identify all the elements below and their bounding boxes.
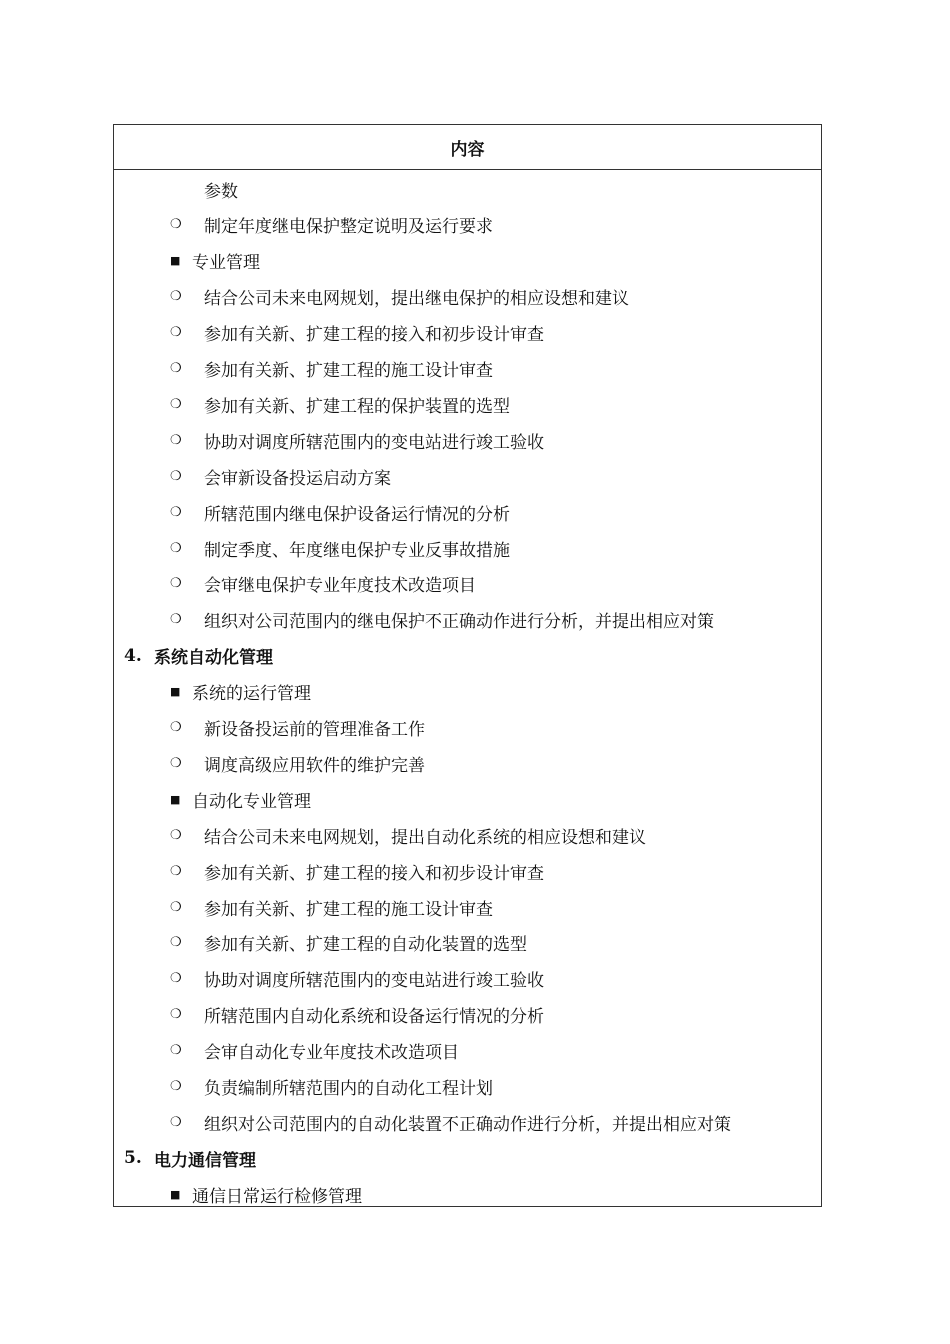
line-text: 参加有关新、扩建工程的保护装置的选型 xyxy=(204,396,510,417)
round-bullet-icon: ❍ xyxy=(170,1079,182,1094)
line-text: 会审自动化专业年度技术改造项目 xyxy=(204,1043,459,1064)
list-item xyxy=(114,961,821,997)
line-text: 协助对调度所辖范围内的变电站进行竣工验收 xyxy=(204,432,544,453)
list-item xyxy=(114,279,821,315)
line-text: 结合公司未来电网规划，提出继电保护的相应设想和建议 xyxy=(204,289,629,310)
line-text: 专业管理 xyxy=(192,253,260,274)
line-text: 电力通信管理 xyxy=(154,1150,256,1171)
line-text: 参数 xyxy=(204,181,238,202)
square-bullet-icon: ■ xyxy=(170,1187,181,1201)
list-item xyxy=(114,710,821,746)
line-text: 组织对公司范围内的自动化装置不正确动作进行分析，并提出相应对策 xyxy=(204,1114,731,1135)
table-header: 内容 xyxy=(114,125,821,170)
list-item xyxy=(114,1104,821,1140)
line-text: 结合公司未来电网规划，提出自动化系统的相应设想和建议 xyxy=(204,827,646,848)
subsection-item xyxy=(114,243,821,279)
line-text: 参加有关新、扩建工程的施工设计审查 xyxy=(204,361,493,381)
list-item xyxy=(114,602,821,638)
line-text: 参加有关新、扩建工程的接入和初步设计审查 xyxy=(204,325,544,346)
round-bullet-icon: ❍ xyxy=(170,576,182,592)
section-heading xyxy=(114,638,821,674)
section-number: 5. xyxy=(124,1148,142,1169)
line-text: 参加有关新、扩建工程的施工设计审查 xyxy=(204,899,493,920)
list-item xyxy=(114,1033,821,1069)
round-bullet-icon: ❍ xyxy=(170,755,182,771)
round-bullet-icon: ❍ xyxy=(170,504,182,520)
line-text: 通信日常运行检修管理 xyxy=(192,1186,362,1207)
list-item xyxy=(114,530,821,566)
list-item xyxy=(114,494,821,530)
list-item xyxy=(114,817,821,853)
list-item xyxy=(114,315,821,351)
square-bullet-icon: ■ xyxy=(170,792,181,806)
line-text: 制定季度、年度继电保护专业反事故措施 xyxy=(204,540,510,561)
list-item xyxy=(114,351,821,387)
line-text: 制定年度继电保护整定说明及运行要求 xyxy=(204,217,493,238)
round-bullet-icon: ❍ xyxy=(170,289,182,305)
line-text: 所辖范围内继电保护设备运行情况的分析 xyxy=(204,504,510,525)
line-text: 协助对调度所辖范围内的变电站进行竣工验收 xyxy=(204,971,544,992)
round-bullet-icon: ❍ xyxy=(170,1114,182,1130)
list-item xyxy=(114,997,821,1033)
list-item xyxy=(114,925,821,961)
list-item xyxy=(114,386,821,422)
round-bullet-icon: ❍ xyxy=(170,1043,182,1059)
round-bullet-icon: ❍ xyxy=(170,361,182,376)
list-item xyxy=(114,422,821,458)
round-bullet-icon: ❍ xyxy=(170,325,182,341)
section-number: 4. xyxy=(124,645,142,666)
round-bullet-icon: ❍ xyxy=(170,432,182,448)
list-item xyxy=(114,1069,821,1105)
line-text: 组织对公司范围内的继电保护不正确动作进行分析，并提出相应对策 xyxy=(204,612,714,633)
round-bullet-icon: ❍ xyxy=(170,827,182,843)
line-text: 系统自动化管理 xyxy=(154,648,273,669)
list-item xyxy=(114,853,821,889)
subsection-item xyxy=(114,1176,821,1212)
round-bullet-icon: ❍ xyxy=(170,396,182,412)
content-table xyxy=(113,124,822,1207)
list-item xyxy=(114,566,821,602)
round-bullet-icon: ❍ xyxy=(170,935,182,951)
subsection-item xyxy=(114,674,821,710)
round-bullet-icon: ❍ xyxy=(170,863,182,879)
round-bullet-icon: ❍ xyxy=(170,1007,182,1023)
round-bullet-icon: ❍ xyxy=(170,720,182,735)
list-item xyxy=(114,171,821,207)
line-text: 参加有关新、扩建工程的自动化装置的选型 xyxy=(204,935,527,956)
line-text: 调度高级应用软件的维护完善 xyxy=(204,755,425,776)
line-text: 自动化专业管理 xyxy=(192,791,311,812)
line-text: 参加有关新、扩建工程的接入和初步设计审查 xyxy=(204,863,544,884)
round-bullet-icon: ❍ xyxy=(170,540,182,556)
section-heading xyxy=(114,1140,821,1176)
subsection-item xyxy=(114,781,821,817)
list-item xyxy=(114,207,821,243)
line-text: 所辖范围内自动化系统和设备运行情况的分析 xyxy=(204,1007,544,1028)
line-text: 会审新设备投运启动方案 xyxy=(204,468,391,489)
line-text: 系统的运行管理 xyxy=(192,684,311,705)
list-item xyxy=(114,745,821,781)
line-text: 负责编制所辖范围内的自动化工程计划 xyxy=(204,1079,493,1099)
round-bullet-icon: ❍ xyxy=(170,899,182,915)
round-bullet-icon: ❍ xyxy=(170,468,182,484)
line-text: 会审继电保护专业年度技术改造项目 xyxy=(204,576,476,597)
line-text: 新设备投运前的管理准备工作 xyxy=(204,720,425,740)
list-item xyxy=(114,889,821,925)
list-item xyxy=(114,458,821,494)
square-bullet-icon: ■ xyxy=(170,254,181,268)
round-bullet-icon: ❍ xyxy=(170,971,182,987)
round-bullet-icon: ❍ xyxy=(170,217,182,233)
round-bullet-icon: ❍ xyxy=(170,612,182,628)
square-bullet-icon: ■ xyxy=(170,685,181,699)
